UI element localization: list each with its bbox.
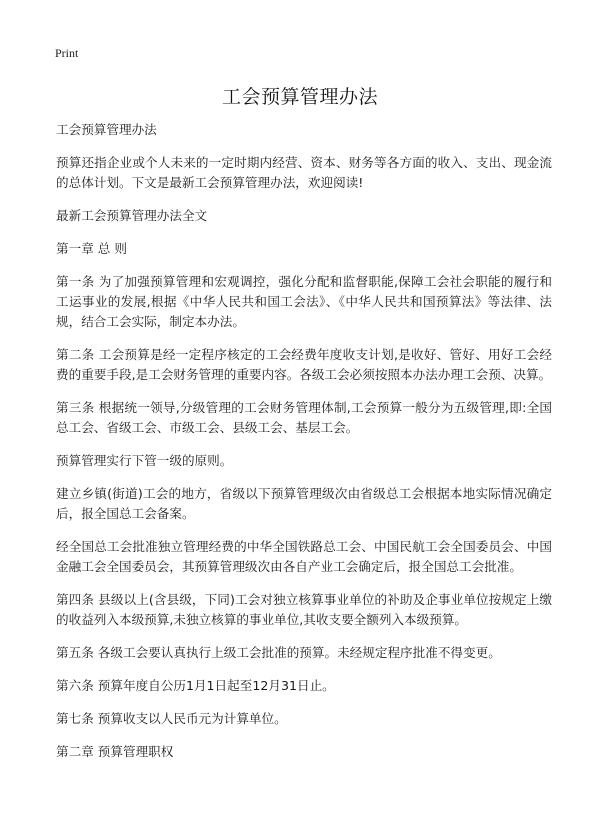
article-3-principle: 预算管理实行下管一级的原则。 bbox=[56, 453, 233, 468]
article-6: 第六条 预算年度自公历1月1日起至12月31日止。 bbox=[56, 678, 335, 693]
paragraph-fulltext-heading: 最新工会预算管理办法全文 bbox=[56, 208, 208, 223]
article-3-township: 建立乡镇(街道)工会的地方，省级以下预算管理级次由省级总工会根据本地实际情况确定后，报全国总工会备案。 bbox=[56, 486, 552, 521]
print-link[interactable]: Print bbox=[55, 46, 79, 60]
article-7: 第七条 预算收支以人民币元为计算单位。 bbox=[56, 711, 287, 726]
article-5: 第五条 各级工会要认真执行上级工会批准的预算。未经规定程序批准不得变更。 bbox=[56, 645, 501, 660]
paragraph-intro: 预算还指企业或个人未来的一定时期内经营、资本、财务等各方面的收入、支出、现金流的总体计划。下文是最新工会预算管理办法，欢迎阅读! bbox=[56, 155, 552, 190]
document-body bbox=[56, 120, 552, 775]
chapter-heading-1: 第一章 总 则 bbox=[56, 241, 127, 256]
article-3-industry: 经全国总工会批准独立管理经费的中华全国铁路总工会、中国民航工会全国委员会、中国金融工会全国委员会，其预算管理级次由各自产业工会确定后，报全国总工会批准。 bbox=[56, 539, 552, 574]
article-4: 第四条 县级以上(含县级，下同)工会对独立核算事业单位的补助及企事业单位按规定上缴的收益列入本级预算,未独立核算的事业单位,其收支要全额列入本级预算。 bbox=[56, 592, 552, 627]
article-3: 第三条 根据统一领导,分级管理的工会财务管理体制,工会预算一般分为五级管理,即:全国总工会、省级工会、市级工会、县级工会、基层工会。 bbox=[56, 400, 552, 435]
article-2: 第二条 工会预算是经一定程序核定的工会经费年度收支计划,是收好、管好、用好工会经费的重要手段,是工会财务管理的重要内容。各级工会必须按照本办法办理工会预、决算。 bbox=[56, 347, 552, 382]
article-1: 第一条 为了加强预算管理和宏观调控，强化分配和监督职能,保障工会社会职能的履行和工运事业的发展,根据《中华人民共和国工会法》、《中华人民共和国预算法》等法律、法规，结合工会实际，制定本办法。 bbox=[56, 274, 552, 329]
chapter-heading-2: 第二章 预算管理职权 bbox=[56, 744, 174, 759]
paragraph-subtitle: 工会预算管理办法 bbox=[56, 122, 157, 137]
document-title: 工会预算管理办法 bbox=[221, 86, 378, 108]
